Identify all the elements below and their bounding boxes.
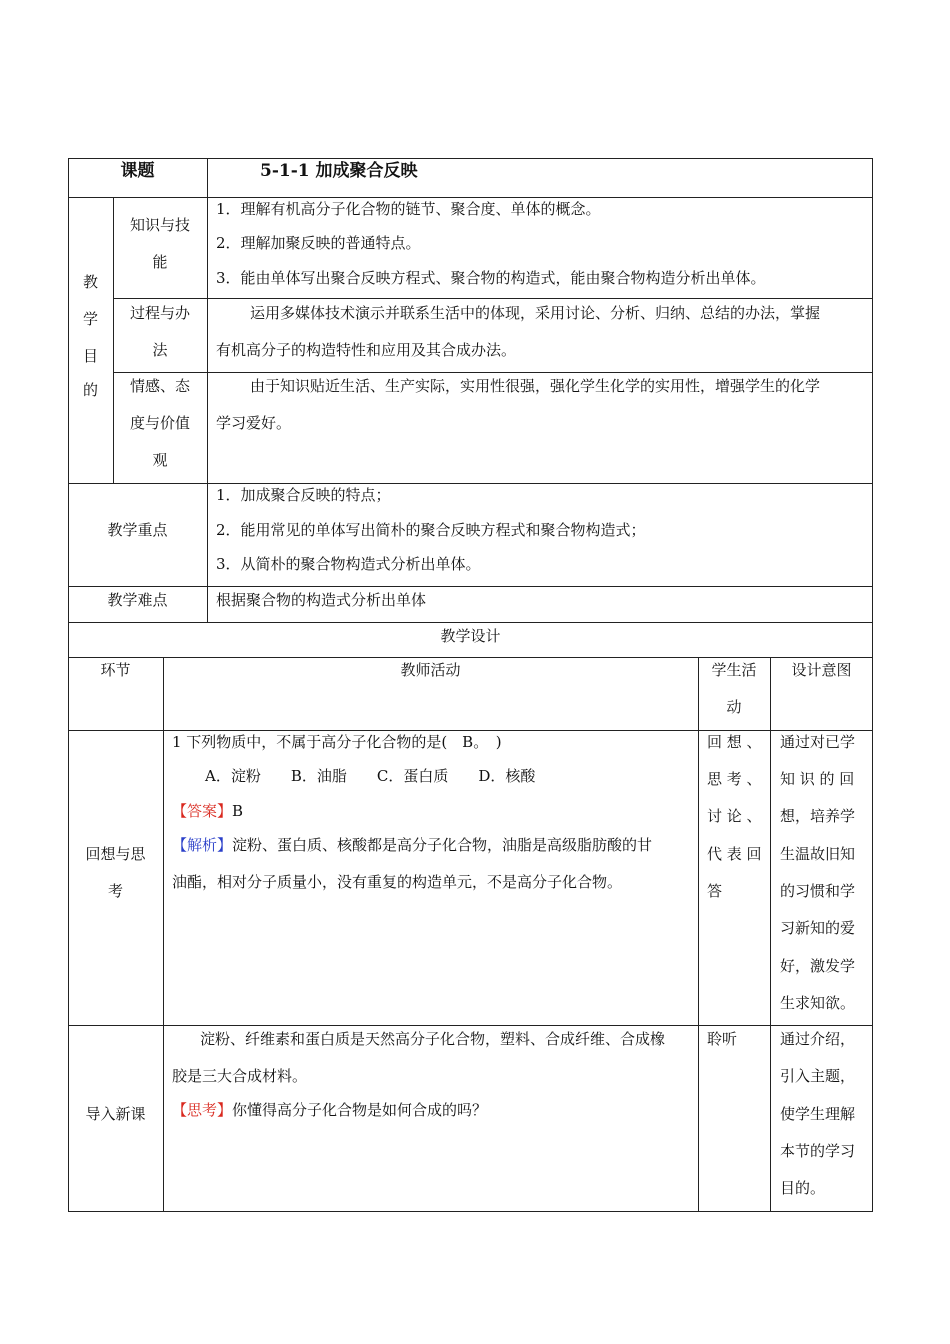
difficulty-label: 教学难点: [107, 591, 168, 609]
answer-tag: 【答案】: [172, 802, 233, 820]
row2-intent: 使学生理解: [780, 1105, 856, 1123]
row1-analysis-cont: 油酯，相对分子质量小，没有重复的构造单元，不是高分子化合物。: [172, 873, 623, 891]
row2-think: [172, 1092, 487, 1129]
row1-question: 1 下列物质中，不属于高分子化合物的是( B。 ): [172, 733, 502, 751]
row2-intent: 引入主题，: [780, 1067, 856, 1085]
knowledge-label: 能: [152, 253, 168, 271]
col-intent-header: 设计意图: [791, 661, 852, 679]
emotion-label: 度与价值: [129, 414, 190, 432]
rule: [68, 483, 873, 484]
emotion-label: 观: [152, 451, 168, 469]
col-student-header: 学生活: [711, 661, 757, 679]
row2-intent: 目的。: [780, 1179, 826, 1197]
col-step-header: 环节: [100, 661, 131, 679]
objectives-label-char: 目: [82, 347, 98, 365]
knowledge-label: 知识与技: [129, 216, 190, 234]
row1-student: 讨 论 、: [707, 807, 762, 825]
process-label: 法: [152, 341, 168, 359]
row1-options: A．淀粉 B．油脂 C．蛋白质 D．核酸: [205, 767, 536, 785]
row1-intent: 生求知欲。: [780, 994, 856, 1012]
design-title: 教学设计: [440, 627, 501, 645]
rule: [163, 657, 164, 1212]
row2-text: 胶是三大合成材料。: [172, 1067, 308, 1085]
knowledge-item: 1．理解有机高分子化合物的链节、聚合度、单体的概念。: [216, 200, 601, 218]
row1-intent: 好，激发学: [780, 957, 856, 975]
col-student-header: 动: [726, 698, 742, 716]
row1-intent: 想，培养学: [780, 807, 856, 825]
think-tag: 【思考】: [172, 1101, 233, 1119]
objectives-label-char: 教: [82, 273, 98, 291]
rule: [770, 657, 771, 1212]
key-point-item: 2．能用常见的单体写出简朴的聚合反映方程式和聚合物构造式；: [216, 521, 646, 539]
analysis-tag: 【解析】: [172, 836, 233, 854]
objectives-label-char: 学: [82, 310, 98, 328]
knowledge-item: 2．理解加聚反映的普通特点。: [216, 234, 421, 252]
key-points-label: 教学重点: [107, 521, 168, 539]
topic-value: 5-1-1 加成聚合反映: [260, 161, 418, 181]
objectives-label-char: 的: [82, 381, 98, 399]
row2-step: 导入新课: [85, 1105, 146, 1123]
rule: [207, 197, 208, 622]
row2-intent: 本节的学习: [780, 1142, 856, 1160]
row1-intent: 通过对已学: [780, 733, 856, 751]
row1-intent: 生温故旧知: [780, 845, 856, 863]
row1-intent: 的习惯和学: [780, 882, 856, 900]
row1-intent: 知 识 的 回: [780, 770, 855, 788]
row1-student: 代 表 回: [707, 845, 762, 863]
row1-student: 思 考 、: [707, 770, 762, 788]
key-point-item: 3．从简朴的聚合物构造式分析出单体。: [216, 555, 481, 573]
answer-value: B: [232, 802, 244, 820]
col-teacher-header: 教师活动: [400, 661, 461, 679]
row1-intent: 习新知的爱: [780, 919, 856, 937]
difficulty-text: 根据聚合物的构造式分析出单体: [216, 591, 427, 609]
analysis-text: 淀粉、蛋白质、核酸都是高分子化合物，油脂是高级脂肪酸的甘: [232, 836, 653, 854]
row1-student: 回 想 、: [707, 733, 762, 751]
process-text: 有机高分子的构造特性和应用及其合成办法。: [216, 341, 517, 359]
rule: [698, 657, 699, 1212]
row2-intent: 通过介绍，: [780, 1030, 856, 1048]
row1-student: 答: [707, 882, 723, 900]
knowledge-item: 3．能由单体写出聚合反映方程式、聚合物的构造式，能由聚合物构造分析出单体。: [216, 269, 766, 287]
emotion-text: 学习爱好。: [216, 414, 292, 432]
think-text: 你懂得高分子化合物是如何合成的吗？: [232, 1101, 488, 1119]
key-point-item: 1．加成聚合反映的特点；: [216, 486, 391, 504]
row2-text: 淀粉、纤维素和蛋白质是天然高分子化合物，塑料、合成纤维、合成橡: [200, 1030, 666, 1048]
row1-step: 回想与思: [85, 845, 146, 863]
row1-answer: [172, 793, 243, 830]
emotion-text: 由于知识贴近生活、生产实际，实用性很强，强化学生化学的实用性，增强学生的化学: [250, 377, 821, 395]
emotion-label: 情感、态: [129, 377, 190, 395]
process-label: 过程与办: [129, 304, 190, 322]
row1-analysis: [172, 827, 652, 864]
rule: [207, 158, 208, 197]
row2-student: 聆听: [707, 1030, 738, 1048]
row1-step: 考: [107, 882, 123, 900]
process-text: 运用多媒体技术演示并联系生活中的体现，采用讨论、分析、归纳、总结的办法，掌握: [250, 304, 821, 322]
topic-label: 课题: [120, 161, 155, 181]
